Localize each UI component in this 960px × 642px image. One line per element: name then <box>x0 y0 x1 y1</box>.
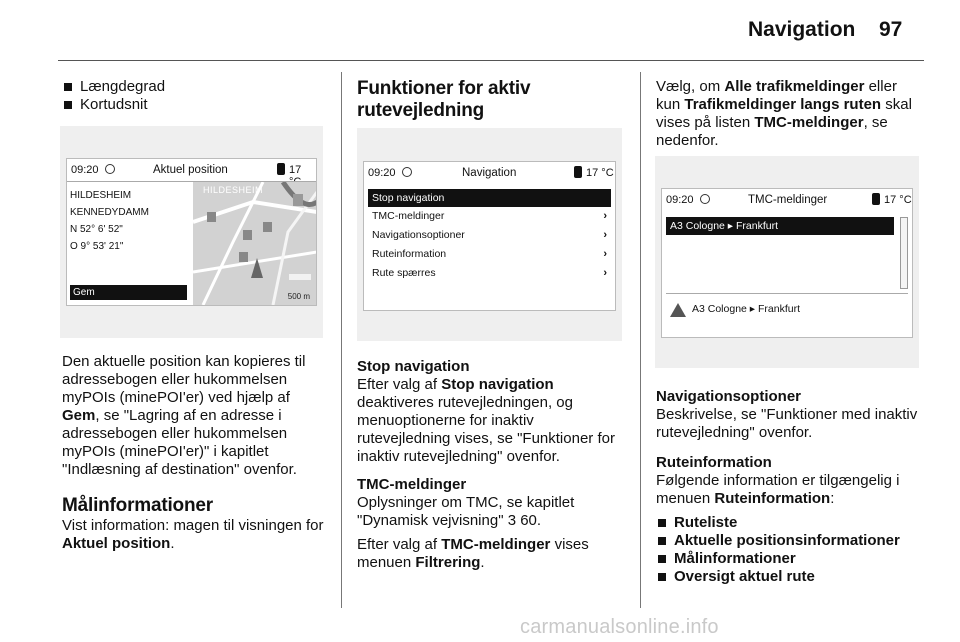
screen-title: Navigation <box>462 167 517 179</box>
screen-temp: 17 °C <box>586 167 614 179</box>
page-header-title: Navigation <box>748 18 856 41</box>
tmc-message-selected[interactable]: A3 Cologne ▸ Frankfurt <box>666 217 894 235</box>
screen-time: 09:20 <box>368 167 396 179</box>
screen-temp: 17 °C <box>884 194 912 206</box>
column-1 <box>62 78 324 114</box>
paragraph: Følgende information er tilgængelig i menuen Ruteinformation: <box>656 472 900 507</box>
screen-status-bar <box>364 162 615 184</box>
map-scale: 500 m <box>287 292 310 301</box>
section-heading: Målinformationer <box>62 495 213 516</box>
paragraph: Den aktuelle position kan kopieres til adressebogen eller hukommelsen myPOIs (minePOI'er) ved hjælp af Gem, se "Lagring af en adresse i adressebogen eller hukommelsen myPOIs (minePOI'er)" i kapitlet "Indlæsning af destination" ovenfor. <box>62 353 306 478</box>
subheading: Ruteinformation <box>656 454 772 471</box>
chevron-right-icon: › <box>603 248 607 260</box>
clock-icon <box>105 164 115 174</box>
map-view[interactable] <box>193 182 316 305</box>
subheading: Stop navigation <box>357 358 470 375</box>
chevron-right-icon: › <box>603 210 607 222</box>
screen-image-current-position <box>60 126 323 338</box>
chevron-right-icon: › <box>603 267 607 279</box>
parking-icon <box>207 212 216 222</box>
tmc-message-detail: A3 Cologne ▸ Frankfurt <box>692 303 800 315</box>
position-city: HILDESHEIM <box>70 190 132 201</box>
paragraph: Efter valg af Stop navigation deaktiveres rutevejledningen, og menuoptionerne for inaktiv rutevejledning vises, se "Funktioner for inaktiv rutevejledning" ovenfor. <box>357 376 615 465</box>
column-2-text <box>357 358 627 572</box>
thermometer-icon <box>872 193 880 205</box>
save-button-label: Gem <box>73 287 95 298</box>
thermometer-icon <box>574 166 582 178</box>
screen-title: Aktuel position <box>153 164 228 176</box>
column-3 <box>656 78 924 150</box>
paragraph: Vælg, om Alle trafikmeldinger eller kun Trafikmeldinger langs ruten skal vises på listen TMC-meldinger, se nedenfor. <box>656 78 912 149</box>
bullet-item: Aktuelle positionsinformationer <box>656 532 924 550</box>
screen-time: 09:20 <box>666 194 694 206</box>
clock-icon <box>700 194 710 204</box>
parking-icon <box>239 252 248 262</box>
menu-item-tmc[interactable]: TMC-meldinger › <box>368 207 611 225</box>
paragraph: Efter valg af TMC-meldinger vises menuen Filtrering. <box>357 536 589 571</box>
column-3-text <box>656 388 924 586</box>
subheading: TMC-meldinger <box>357 476 467 493</box>
paragraph: Beskrivelse, se "Funktioner med inaktiv rutevejledning" ovenfor. <box>656 406 918 441</box>
bullet-item: Oversigt aktuel rute <box>656 568 924 586</box>
bullet-item: Kortudsnit <box>62 96 324 114</box>
screen-image-navigation-menu <box>357 128 622 341</box>
screen-title: TMC-meldinger <box>748 194 828 206</box>
parking-icon <box>263 222 272 232</box>
column-divider <box>640 72 641 608</box>
save-button[interactable] <box>70 285 187 300</box>
menu-item-block-route[interactable]: Rute spærres › <box>368 264 611 282</box>
page-number: 97 <box>879 18 903 41</box>
screen-status-bar <box>662 189 912 211</box>
paragraph: Oplysninger om TMC, se kapitlet "Dynamisk vejvisning" 3 60. <box>357 494 575 529</box>
screen-time: 09:20 <box>71 164 99 176</box>
menu-item-route-info[interactable]: Ruteinformation › <box>368 245 611 263</box>
chevron-right-icon: › <box>603 229 607 241</box>
position-street: KENNEDYDAMM <box>70 207 149 218</box>
section-heading: Funktioner for aktiv rutevejledning <box>357 78 531 121</box>
paragraph: Vist information: magen til visningen for Aktuel position. <box>62 517 324 552</box>
bullet-item: Ruteliste <box>656 514 924 532</box>
column-divider <box>341 72 342 608</box>
position-latitude: N 52° 6' 52" <box>70 224 123 235</box>
subheading: Navigationsoptioner <box>656 388 802 405</box>
menu-item-navigation-options[interactable]: Navigationsoptioner › <box>368 226 611 244</box>
reference-icon: 3 <box>507 512 517 529</box>
parking-icon <box>243 230 252 240</box>
warning-icon <box>670 303 686 317</box>
screen-status-bar <box>67 159 316 181</box>
column-2 <box>357 78 627 122</box>
menu-item-stop-navigation[interactable]: Stop navigation <box>368 189 611 207</box>
watermark: carmanualsonline.info <box>520 616 719 638</box>
bullet-item: Målinformationer <box>656 550 924 568</box>
screen-image-tmc-messages <box>655 156 919 368</box>
scrollbar[interactable] <box>900 217 908 289</box>
screen-temp: 17 <box>289 164 302 176</box>
clock-icon <box>402 167 412 177</box>
map-city-label: HILDESHEIM <box>203 185 264 195</box>
position-longitude: O 9° 53' 21" <box>70 241 124 252</box>
column-1-text <box>62 353 328 553</box>
header-rule <box>58 60 924 61</box>
bullet-item: Længdegrad <box>62 78 324 96</box>
thermometer-icon <box>277 163 285 175</box>
